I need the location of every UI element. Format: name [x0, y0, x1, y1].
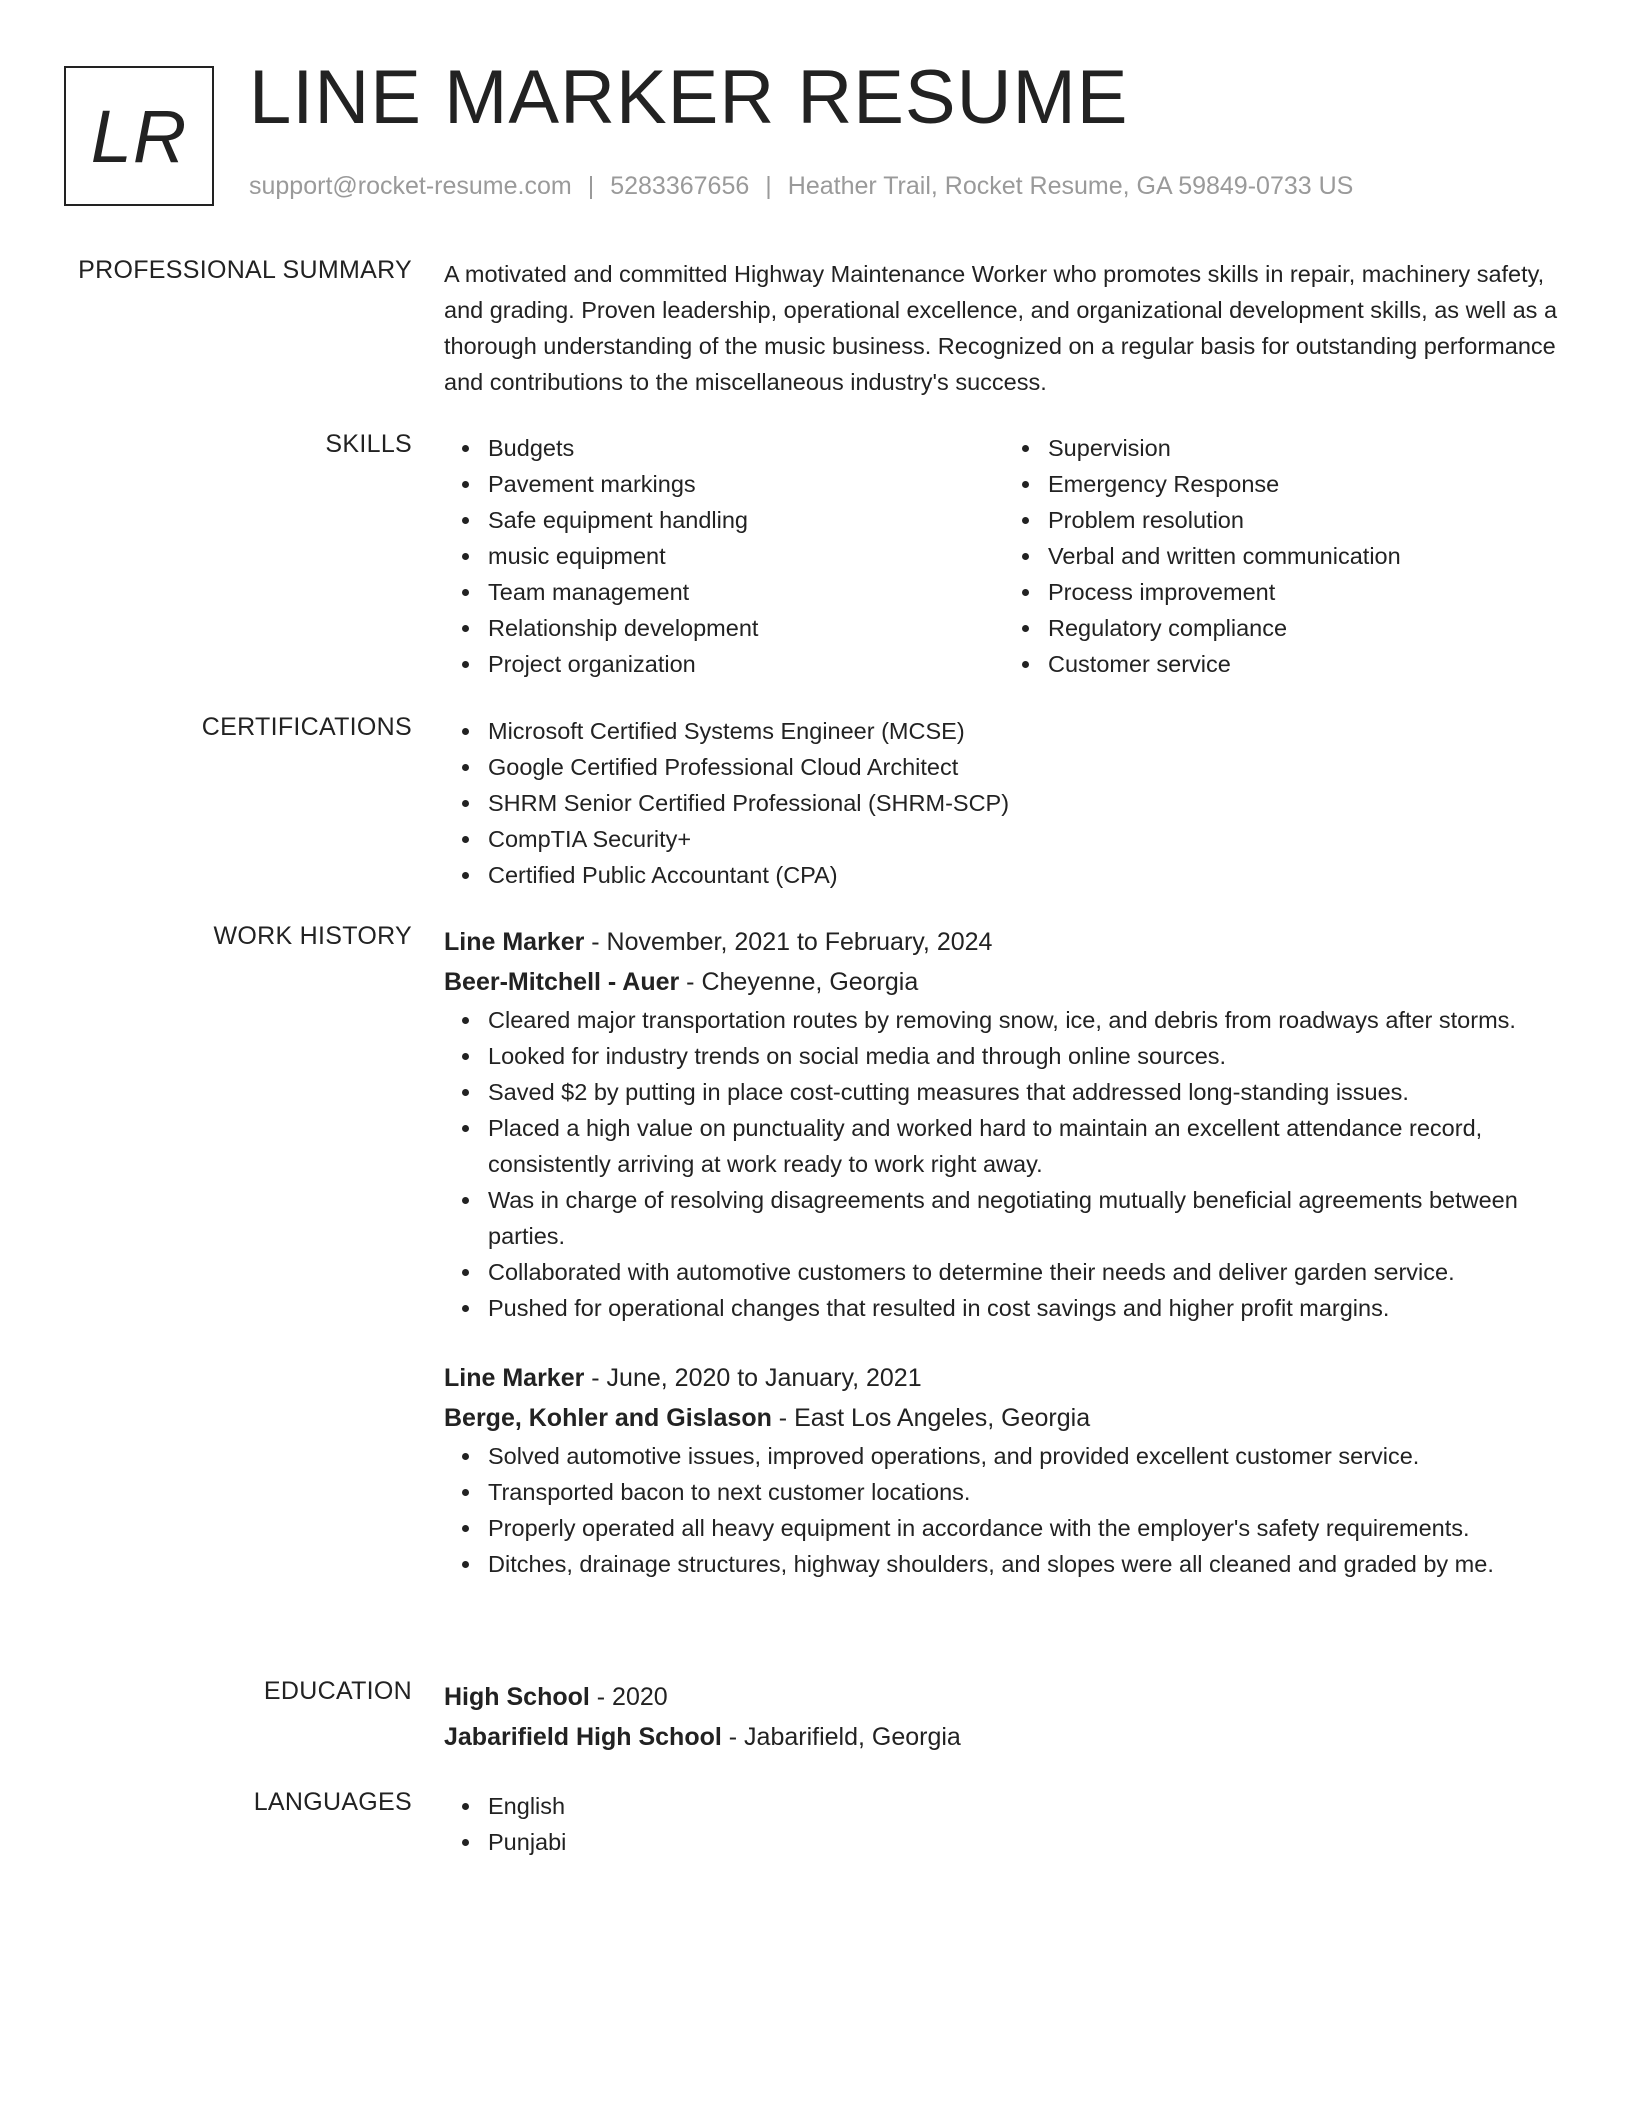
section-label-work-history: WORK HISTORY [213, 922, 412, 950]
list-item: SHRM Senior Certified Professional (SHRM-SCP) [488, 785, 1564, 821]
list-item: Ditches, drainage structures, highway shoulders, and slopes were all cleaned and graded by me. [488, 1546, 1564, 1582]
job-location: - Cheyenne, Georgia [679, 968, 919, 996]
certifications-list [444, 713, 1564, 893]
job-dates: - June, 2020 to January, 2021 [584, 1364, 922, 1392]
education-year: - 2020 [589, 1683, 668, 1711]
list-item: Certified Public Accountant (CPA) [488, 857, 1564, 893]
job-company-line [444, 962, 1564, 1002]
education-degree-line [444, 1677, 1564, 1717]
education-school-line [444, 1717, 1564, 1757]
summary-text: A motivated and committed Highway Maintenance Worker who promotes skills in repair, machinery safety, and grading. Proven leadership, operational excellence, and organizational development skills, as well as a thorough understanding of the music business. Recognized on a regular basis for outstanding performance and contributions to the miscellaneous industry's success. [444, 261, 1558, 395]
job-title-line [444, 922, 1564, 962]
languages-body [444, 1788, 1564, 1860]
job-entry [444, 922, 1564, 1326]
education-degree: High School [444, 1683, 590, 1711]
skills-body [444, 430, 1564, 682]
job-bullets [444, 1438, 1564, 1582]
list-item: music equipment [488, 538, 1004, 574]
job-dates: - November, 2021 to February, 2024 [584, 928, 993, 956]
list-item: Transported bacon to next customer locations. [488, 1474, 1564, 1510]
monogram-box [64, 66, 214, 206]
job-bullets [444, 1002, 1564, 1326]
list-item: Was in charge of resolving disagreements and negotiating mutually beneficial agreements between parties. [488, 1182, 1564, 1254]
section-label-skills: SKILLS [325, 430, 412, 458]
job-location: - East Los Angeles, Georgia [771, 1404, 1091, 1432]
list-item: Regulatory compliance [1048, 610, 1564, 646]
list-item: Process improvement [1048, 574, 1564, 610]
contact-phone: 5283367656 [610, 172, 750, 200]
list-item: Safe equipment handling [488, 502, 1004, 538]
section-label-summary: PROFESSIONAL SUMMARY [78, 256, 412, 284]
list-item: Microsoft Certified Systems Engineer (MCSE) [488, 713, 1564, 749]
list-item: Properly operated all heavy equipment in accordance with the employer's safety requirements. [488, 1510, 1564, 1546]
education-body [444, 1677, 1564, 1757]
list-item: Collaborated with automotive customers to determine their needs and deliver garden service. [488, 1254, 1564, 1290]
list-item: Google Certified Professional Cloud Architect [488, 749, 1564, 785]
section-label-languages: LANGUAGES [253, 1788, 412, 1816]
list-item: Supervision [1048, 430, 1564, 466]
job-company: Beer-Mitchell - Auer [444, 968, 680, 996]
contact-separator: | [765, 172, 772, 200]
job-company: Berge, Kohler and Gislason [444, 1404, 772, 1432]
summary-body [444, 256, 1564, 400]
list-item: Verbal and written communication [1048, 538, 1564, 574]
list-item: Project organization [488, 646, 1004, 682]
list-item: English [488, 1788, 1564, 1824]
section-label-certifications: CERTIFICATIONS [201, 713, 412, 741]
list-item: Pushed for operational changes that resulted in cost savings and higher profit margins. [488, 1290, 1564, 1326]
list-item: Pavement markings [488, 466, 1004, 502]
section-label-education: EDUCATION [263, 1677, 412, 1705]
education-location: - Jabarifield, Georgia [721, 1723, 961, 1751]
job-title: Line Marker [444, 928, 585, 956]
languages-list [444, 1788, 1564, 1860]
job-entry [444, 1358, 1564, 1582]
certifications-body [444, 713, 1564, 893]
work-history-body [444, 922, 1564, 1614]
skills-list-right [1004, 430, 1564, 682]
education-school: Jabarifield High School [444, 1723, 722, 1751]
list-item: Problem resolution [1048, 502, 1564, 538]
skills-list-left [444, 430, 1004, 682]
contact-email: support@rocket-resume.com [249, 172, 572, 200]
contact-line [249, 172, 1353, 201]
list-item: Punjabi [488, 1824, 1564, 1860]
contact-separator: | [587, 172, 595, 200]
resume-name: LINE MARKER RESUME [249, 55, 1129, 140]
list-item: Customer service [1048, 646, 1564, 682]
list-item: CompTIA Security+ [488, 821, 1564, 857]
monogram-initials: LR [90, 94, 188, 178]
list-item: Placed a high value on punctuality and worked hard to maintain an excellent attendance record, consistently arriving at work ready to work right away. [488, 1110, 1564, 1182]
job-company-line [444, 1398, 1564, 1438]
list-item: Relationship development [488, 610, 1004, 646]
list-item: Emergency Response [1048, 466, 1564, 502]
job-title-line [444, 1358, 1564, 1398]
contact-address: Heather Trail, Rocket Resume, GA 59849-0733 US [787, 172, 1354, 200]
list-item: Budgets [488, 430, 1004, 466]
list-item: Cleared major transportation routes by removing snow, ice, and debris from roadways after storms. [488, 1002, 1564, 1038]
list-item: Team management [488, 574, 1004, 610]
list-item: Looked for industry trends on social media and through online sources. [488, 1038, 1564, 1074]
list-item: Solved automotive issues, improved operations, and provided excellent customer service. [488, 1438, 1564, 1474]
list-item: Saved $2 by putting in place cost-cutting measures that addressed long-standing issues. [488, 1074, 1564, 1110]
job-title: Line Marker [444, 1364, 585, 1392]
